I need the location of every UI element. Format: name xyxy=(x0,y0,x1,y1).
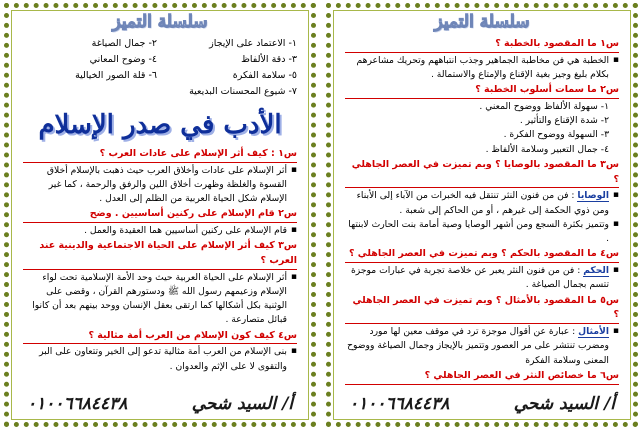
left-page xyxy=(4,3,316,427)
feature-item: ٧- شيوع المحسنات البديعية xyxy=(189,86,297,98)
footer-phone: ٠١٠٠٦٦٨٤٤٣٨ xyxy=(349,394,450,414)
answer: ▪ أثر الإسلام على الحياة العربية حيث وحد الأمة الإسلامية تحت لواء الإسلام وزعيمهم رسول الله ﷺ ودستورهم القرآن ، وقضى على الوثنية بكل أشكالها كما ارتقى بعقل الإنسان ووحد بينهم بعد أن كانوا قبائل متصارعة . xyxy=(23,271,297,328)
series-title: سلسلة التميز xyxy=(434,12,530,32)
feature-item: ٦- قلة الصور الخيالية xyxy=(75,70,157,82)
answer-text: : عبارة عن أقوال موجزة ترد في موقف معين لها مورد ومضرب تنتشر على مر العصور وتتميز بالإيجاز وجمال الصياغة ووضوح المعنى وسلامة الفكرة xyxy=(347,326,609,366)
feature-item: ١- الاعتماد على الإيجاز xyxy=(209,38,297,49)
answer xyxy=(345,189,619,218)
trait-item: ٤- جمال التعبير وسلامة الألفاظ . xyxy=(485,143,609,155)
footer xyxy=(349,394,615,414)
left-content xyxy=(23,36,297,374)
footer-name: أ/ السيد شحي xyxy=(191,394,293,414)
question: س٢ ما سمات أسلوب الخطبة ؟ xyxy=(345,83,619,99)
question: س٤ ما المقصود بالحكم ؟ وبم تميزت في العصر الجاهلي ؟ xyxy=(345,247,619,263)
right-page xyxy=(326,3,638,427)
footer-name: أ/ السيد شحي xyxy=(513,394,615,414)
question: س٢ قام الإسلام على ركنين أساسيين . وضح xyxy=(23,207,297,223)
feature-item: ٢- جمال الصياغة xyxy=(91,38,157,49)
term-label: الأمثال xyxy=(578,326,609,338)
section-title: الأدب في صدر الإسلام xyxy=(38,109,282,140)
term-label: الوصايا xyxy=(577,190,609,202)
question: س١ : كيف أثر الإسلام على عادات العرب ؟ xyxy=(23,147,297,163)
question: س٣ ما المقصود بالوصايا ؟ وبم تميزت في العصر الجاهلي ؟ xyxy=(345,158,619,188)
term-label: الحكم xyxy=(583,265,609,277)
answer: ▪ قام الإسلام على ركنين أساسيين هما العقيدة والعمل . xyxy=(23,224,297,238)
trait-item: ٣- السهولة ووضوح الفكرة . xyxy=(503,129,609,141)
question: س١ ما المقصود بالخطبة ؟ xyxy=(345,37,619,53)
footer-phone: ٠١٠٠٦٦٨٤٤٣٨ xyxy=(27,394,128,414)
question: س٦ ما خصائص النثر في العصر الجاهلي ؟ xyxy=(345,369,619,385)
answer-text: : فن من فنون النثر يعبر عن خلاصة تجربة في عبارات موجزة تتسم بجمال الصياغة . xyxy=(350,265,609,291)
footer xyxy=(27,394,293,414)
question: س٣ كيف أثر الإسلام على الحياة الاجتماعية والدينية عند العرب ؟ xyxy=(23,239,297,269)
prose-features-list xyxy=(23,36,297,101)
question: س٤ كيف كون الإسلام من العرب أمة مثالية ؟ xyxy=(23,329,297,345)
series-title: سلسلة التميز xyxy=(112,12,208,32)
feature-item: ٣- دقة الألفاظ xyxy=(241,54,297,66)
right-content xyxy=(345,36,619,386)
feature-item: ٤- وضوح المعاني xyxy=(89,54,157,66)
answer xyxy=(345,325,619,368)
trait-item: ١- سهولة الألفاظ ووضوح المعني . xyxy=(479,100,609,112)
question: س٥ ما المقصود بالأمثال ؟ وبم تميزت في العصر الجاهلي ؟ xyxy=(345,294,619,324)
answer: ▪ وتتميز بكثرة السجع ومن أشهر الوصايا وصية أمامة بنت الحارث لابنتها . xyxy=(345,218,619,247)
answer: ▪ الخطبة هي فن مخاطبة الجماهير وجذب انتباههم وتحريك مشاعرهم بكلام بليغ وجيز بغية الإقناع والإمتاع والاستمالة . xyxy=(345,54,619,83)
answer: ▪ بنى الإسلام من العرب أمة مثالية تدعو إلى الخير وتتعاون على البر والتقوى لا على الإثم والعدوان . xyxy=(23,345,297,374)
trait-item: ٢- شدة الإقناع والتأثير . xyxy=(519,115,609,127)
answer xyxy=(345,264,619,293)
feature-item: ٥- سلامة الفكرة xyxy=(232,70,297,82)
answer: ▪ أثر الإسلام على عادات وأخلاق العرب حيث ذهبت بالإسلام أخلاق القسوة والغلظة وظهرت أخلاق اللين والرفق والرحمة ، كما غير الإسلام شكل الحياة العربية من الظلم إلى العدل . xyxy=(23,164,297,207)
answer-text: : فن من فنون النثر تنتقل فيه الخبرات من الآباء إلى الأبناء ومن ذوي الحكمة إلى غيرهم ، أو من الحاكم إلى شعبة . xyxy=(356,190,609,216)
